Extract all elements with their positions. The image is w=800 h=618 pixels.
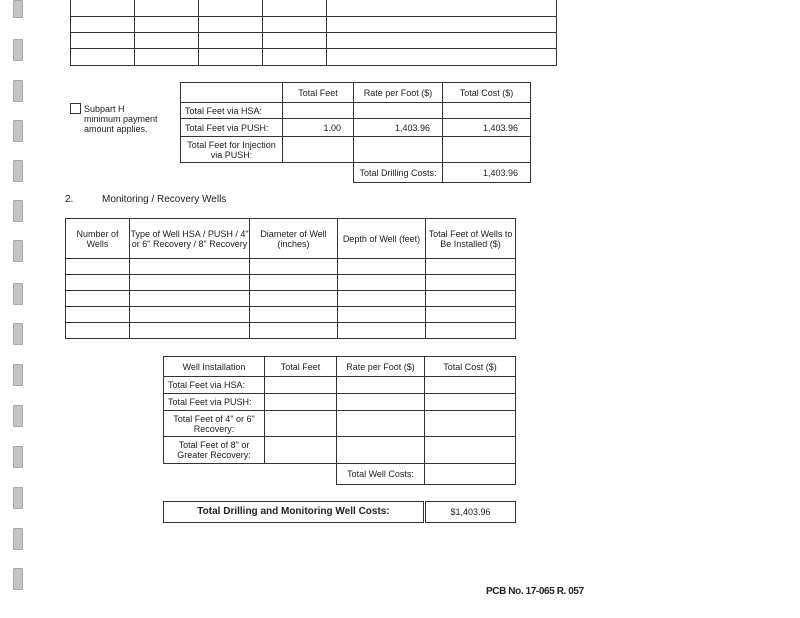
drilling-cost-cell[interactable] [443, 103, 531, 119]
binder-hole [13, 528, 23, 550]
table-cell[interactable] [250, 259, 338, 275]
install-total-label: Total Well Costs: [337, 464, 425, 485]
install-header-total-feet: Total Feet [265, 357, 337, 377]
drilling-cost-table [180, 82, 531, 183]
wells-header-number: Number of Wells [66, 219, 130, 259]
table-cell[interactable] [66, 291, 130, 307]
table-cell[interactable] [66, 323, 130, 339]
grand-total-label: Total Drilling and Monitoring Well Costs: [164, 502, 425, 523]
table-cell[interactable] [338, 307, 426, 323]
subpart-h-label-line3: amount applies. [84, 124, 148, 134]
table-cell[interactable] [338, 291, 426, 307]
wells-header-diameter: Diameter of Well (inches) [250, 219, 338, 259]
install-row-label: Total Feet of 4" or 6" Recovery: [164, 411, 265, 437]
table-cell[interactable] [426, 307, 516, 323]
section-2-title: Monitoring / Recovery Wells [102, 194, 227, 205]
table-cell[interactable] [338, 275, 426, 291]
drilling-total-feet-cell[interactable] [283, 137, 354, 163]
install-row-label: Total Feet via PUSH: [164, 394, 265, 411]
table-row [66, 323, 516, 339]
drilling-header-rate: Rate per Foot ($) [354, 83, 443, 103]
table-cell[interactable] [338, 259, 426, 275]
table-cell[interactable] [265, 377, 337, 394]
install-total-value[interactable] [425, 464, 516, 485]
drilling-total-feet-cell[interactable]: 1.00 [283, 119, 354, 137]
table-cell[interactable] [337, 437, 425, 464]
binder-hole [13, 200, 23, 222]
binder-hole [13, 120, 23, 142]
drilling-header-cost: Total Cost ($) [443, 83, 531, 103]
binder-hole [13, 80, 23, 102]
wells-header-total-feet: Total Feet of Wells to Be Installed ($) [426, 219, 516, 259]
drilling-header-total-feet: Total Feet [283, 83, 354, 103]
install-header-rate: Rate per Foot ($) [337, 357, 425, 377]
binder-hole [13, 323, 23, 345]
binder-hole [13, 0, 23, 18]
table-cell[interactable] [265, 411, 337, 437]
table-cell[interactable] [338, 323, 426, 339]
table-cell[interactable] [425, 394, 516, 411]
binder-hole [13, 568, 23, 590]
table-cell[interactable] [426, 291, 516, 307]
table-cell[interactable] [425, 377, 516, 394]
binder-hole [13, 283, 23, 305]
drilling-rate-cell[interactable]: 1,403.96 [354, 119, 443, 137]
table-cell[interactable] [250, 275, 338, 291]
drilling-header-blank [181, 83, 283, 103]
table-cell[interactable] [250, 307, 338, 323]
subpart-h-checkbox[interactable] [70, 103, 81, 114]
table-cell[interactable] [250, 291, 338, 307]
table-cell[interactable] [337, 394, 425, 411]
table-cell[interactable] [66, 275, 130, 291]
wells-header-type: Type of Well HSA / PUSH / 4" or 6" Recovery / 8" Recovery [130, 219, 250, 259]
table-row [66, 275, 516, 291]
install-header-cost: Total Cost ($) [425, 357, 516, 377]
wells-table [65, 218, 516, 339]
table-cell[interactable] [130, 275, 250, 291]
table-cell[interactable] [337, 377, 425, 394]
binder-hole [13, 364, 23, 386]
table-cell[interactable] [130, 323, 250, 339]
drilling-total-label: Total Drilling Costs: [354, 163, 443, 183]
binder-hole [13, 160, 23, 182]
install-row-label: Total Feet of 8" or Greater Recovery: [164, 437, 265, 464]
table-cell[interactable] [425, 437, 516, 464]
grand-total-value[interactable]: $1,403.96 [425, 502, 516, 523]
well-installation-table [163, 356, 516, 485]
drilling-row-label: Total Feet via HSA: [181, 103, 283, 119]
binder-hole [13, 487, 23, 509]
table-cell[interactable] [130, 259, 250, 275]
drilling-cost-cell[interactable]: 1,403.96 [443, 119, 531, 137]
table-cell[interactable] [66, 307, 130, 323]
table-cell[interactable] [250, 323, 338, 339]
table-cell[interactable] [130, 307, 250, 323]
section-2-number: 2. [65, 194, 74, 205]
table-cell[interactable] [66, 259, 130, 275]
table-cell[interactable] [425, 411, 516, 437]
install-row-label: Total Feet via HSA: [164, 377, 265, 394]
binder-hole [13, 405, 23, 427]
binder-hole [13, 446, 23, 468]
table-cell[interactable] [265, 437, 337, 464]
drilling-total-feet-cell[interactable] [283, 103, 354, 119]
grand-total-box [163, 501, 516, 523]
drilling-rate-cell[interactable] [354, 137, 443, 163]
table-row [66, 307, 516, 323]
table-cell[interactable] [426, 275, 516, 291]
table-row [66, 259, 516, 275]
pcb-footer: PCB No. 17-065 R. 057 [486, 586, 584, 597]
table-cell[interactable] [337, 411, 425, 437]
table-row [66, 291, 516, 307]
top-partial-table [70, 0, 557, 66]
subpart-h-label-line2: minimum payment [84, 114, 158, 124]
subpart-h-label-line1: Subpart H [84, 104, 125, 114]
table-cell[interactable] [130, 291, 250, 307]
binder-hole [13, 39, 23, 61]
drilling-row-label: Total Feet via PUSH: [181, 119, 283, 137]
table-cell[interactable] [426, 323, 516, 339]
table-cell[interactable] [265, 394, 337, 411]
drilling-rate-cell[interactable] [354, 103, 443, 119]
drilling-cost-cell[interactable] [443, 137, 531, 163]
subpart-h-label [84, 104, 174, 134]
drilling-total-value[interactable]: 1,403.96 [443, 163, 531, 183]
drilling-row-label: Total Feet for Injection via PUSH: [181, 137, 283, 163]
table-cell[interactable] [426, 259, 516, 275]
install-header-label: Well Installation [164, 357, 265, 377]
binder-hole [13, 240, 23, 262]
wells-header-depth: Depth of Well (feet) [338, 219, 426, 259]
